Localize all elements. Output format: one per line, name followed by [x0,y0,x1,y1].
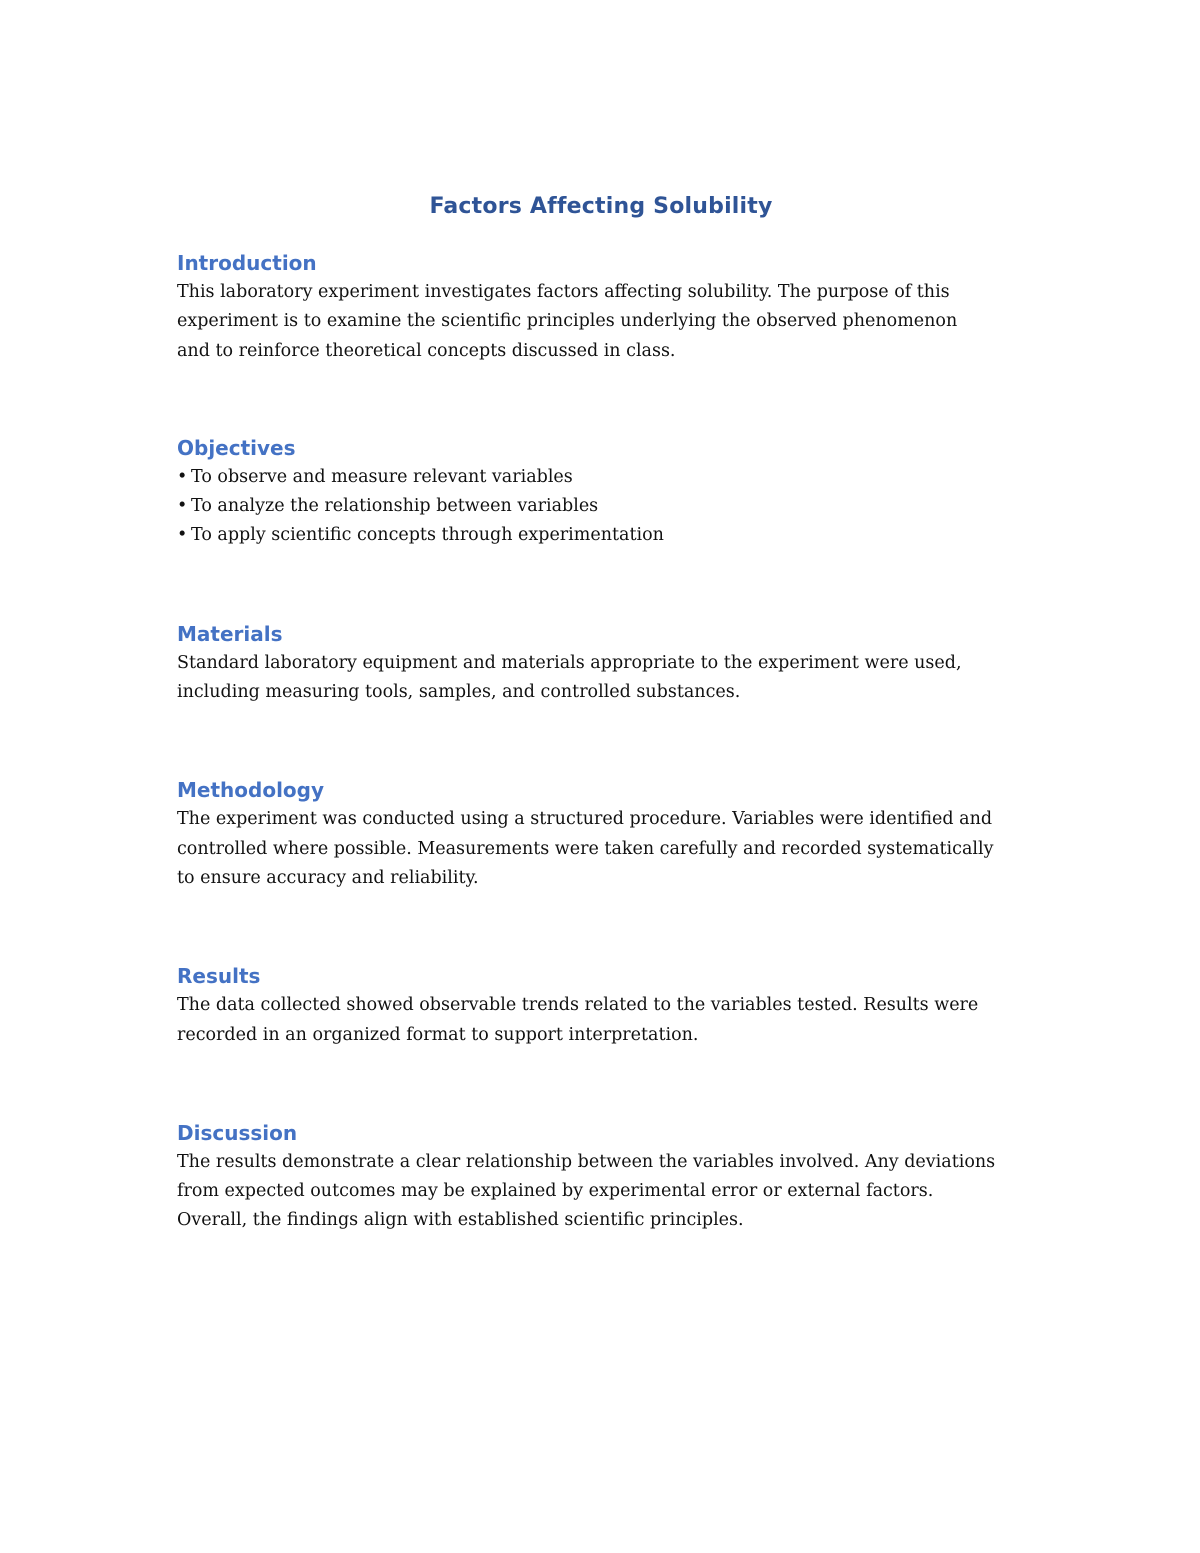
section-objectives [177,433,1037,551]
objectives-heading: Objectives [177,435,296,460]
objectives-list [177,463,1037,551]
bullet-icon: • [177,466,188,487]
results-line: recorded in an organized format to support interpretation. [177,1024,699,1045]
section-discussion [177,1118,1037,1236]
methodology-line: The experiment was conducted using a structured procedure. Variables were identified and [177,809,993,830]
objective-text: To apply scientific concepts through experimentation [191,525,664,546]
discussion-heading: Discussion [177,1120,298,1145]
introduction-line: This laboratory experiment investigates factors affecting solubility. The purpose of this [177,282,950,302]
results-heading: Results [177,964,261,989]
results-line: The data collected showed observable trends related to the variables tested. Results were [177,995,979,1016]
introduction-line: experiment is to examine the scientific principles underlying the observed phenomenon [177,311,958,332]
results-paragraph [177,991,1037,1050]
list-item [177,492,1037,521]
list-item [177,521,1037,550]
objective-text: To analyze the relationship between variables [191,496,599,517]
introduction-paragraph [177,278,1037,366]
discussion-paragraph [177,1148,1037,1236]
materials-paragraph [177,649,1037,708]
introduction-heading: Introduction [177,251,317,275]
methodology-line: controlled where possible. Measurements were taken carefully and recorded systematically [177,838,994,859]
materials-line: Standard laboratory equipment and materials appropriate to the experiment were used, [177,652,962,673]
materials-line: including measuring tools, samples, and controlled substances. [177,682,741,703]
section-materials [177,619,1037,708]
section-results [177,961,1037,1050]
discussion-line: Overall, the findings align with established scientific principles. [177,1210,744,1231]
section-introduction [177,248,1037,366]
methodology-paragraph [177,805,1037,893]
document-title: Factors Affecting Solubility [429,194,773,219]
bullet-icon: • [177,496,188,517]
introduction-line: and to reinforce theoretical concepts discussed in class. [177,340,676,361]
section-methodology [177,775,1037,893]
list-item [177,463,1037,492]
discussion-line: The results demonstrate a clear relationship between the variables involved. Any deviations [177,1151,996,1172]
methodology-line: to ensure accuracy and reliability. [177,867,479,888]
materials-heading: Materials [177,621,283,646]
discussion-line: from expected outcomes may be explained by experimental error or external factors. [177,1181,934,1202]
bullet-icon: • [177,525,188,546]
methodology-heading: Methodology [177,778,325,803]
objective-text: To observe and measure relevant variables [191,466,573,487]
document-content [177,190,1037,1236]
